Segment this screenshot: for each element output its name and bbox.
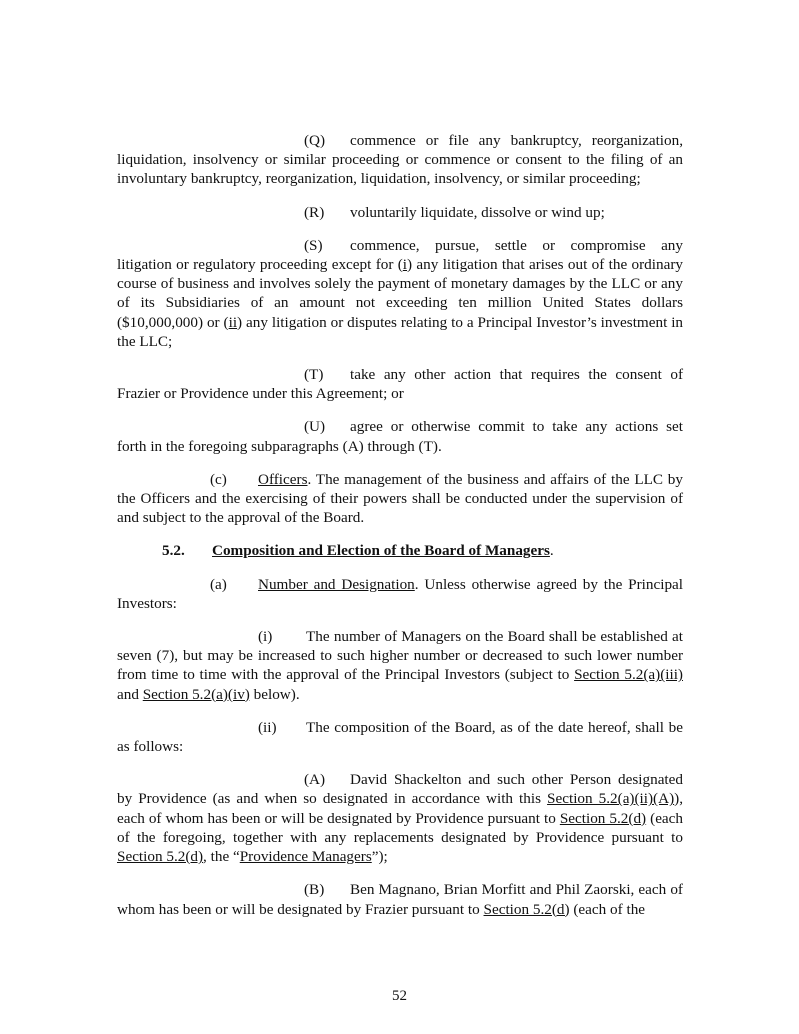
section-title: Composition and Election of the Board of Managers bbox=[212, 542, 550, 560]
clause-label: (R) bbox=[304, 203, 325, 221]
defined-term: Providence Managers bbox=[239, 848, 372, 866]
section-number: 5.2. bbox=[162, 542, 185, 560]
clause-label: (ii) bbox=[258, 718, 277, 736]
section-5-2-heading: 5.2. Composition and Election of the Board of Managers. bbox=[162, 542, 554, 560]
page-number: 52 bbox=[392, 988, 407, 1004]
clause-c-officers: (c) Officers. The management of the business and affairs of the LLC by the Officers and the exercising of their powers shall be conducted under the supervision of and subject to the approval of the Board. bbox=[117, 470, 683, 527]
clause-label: (S) bbox=[304, 236, 323, 254]
clause-r: (R) voluntarily liquidate, dissolve or wind up; bbox=[304, 203, 605, 221]
clause-label: (a) bbox=[210, 575, 227, 593]
clause-label: (A) bbox=[304, 771, 326, 789]
clause-t: (T) take any other action that requires the consent of Frazier or Providence under this Agreement; or bbox=[117, 366, 683, 403]
clause-label: (i) bbox=[258, 628, 273, 646]
clause-label: (B) bbox=[304, 881, 325, 899]
clause-b-frazier: (B) Ben Magnano, Brian Morfitt and Phil Zaorski, each of whom has been or will be designated by Frazier pursuant to Section 5.2(d) (each of the bbox=[117, 881, 683, 918]
clause-label: (T) bbox=[304, 366, 324, 384]
clause-s: (S) commence, pursue, settle or compromise any litigation or regulatory proceeding except for (i) any litigation that arises out of the ordinary course of business and involves solely the payment of monetary damages by the LLC or any of its Subsidiaries of an amount not exceeding ten million United States dollars ($10,000,000) or (ii) any litigation or disputes relating to a Principal Investor’s investment in the LLC; bbox=[117, 236, 684, 350]
clause-label: (c) bbox=[210, 470, 227, 488]
clause-i: (i) The number of Managers on the Board shall be established at seven (7), but may be increased to such higher number or decreased to such lower number from time to time with the approval of the Principal Investors (subject to Section 5.2(a)(iii) and Section 5.2(a)(iv) below). bbox=[117, 628, 683, 703]
clause-label: (Q) bbox=[304, 132, 326, 149]
clause-q: (Q) commence or file any bankruptcy, reorganization, liquidation, insolvency or similar proceeding or commence or consent to the filing of an involuntary bankruptcy, reorganization, liquidation, insolvency, or similar proceeding; bbox=[117, 132, 683, 188]
clause-a-number-designation: (a) Number and Designation. Unless otherwise agreed by the Principal Investors: bbox=[117, 575, 683, 612]
clause-ii: (ii) The composition of the Board, as of the date hereof, shall be as follows: bbox=[117, 718, 683, 756]
clause-heading: Number and Designation bbox=[258, 575, 415, 593]
clause-u: (U) agree or otherwise commit to take any actions set forth in the foregoing subparagraphs (A) through (T). bbox=[117, 418, 683, 455]
clause-heading: Officers bbox=[258, 470, 308, 488]
document-body bbox=[117, 131, 683, 933]
clause-a-providence: (A) David Shackelton and such other Person designated by Providence (as and when so designated in accordance with this Section 5.2(a)(ii)(A)), each of whom has been or will be designated by Providence pursuant to Section 5.2(d) (each of the foregoing, together with any replacements designated by Providence pursuant to Section 5.2(d), the “Providence Managers”); bbox=[117, 771, 684, 866]
clause-label: (U) bbox=[304, 418, 326, 436]
